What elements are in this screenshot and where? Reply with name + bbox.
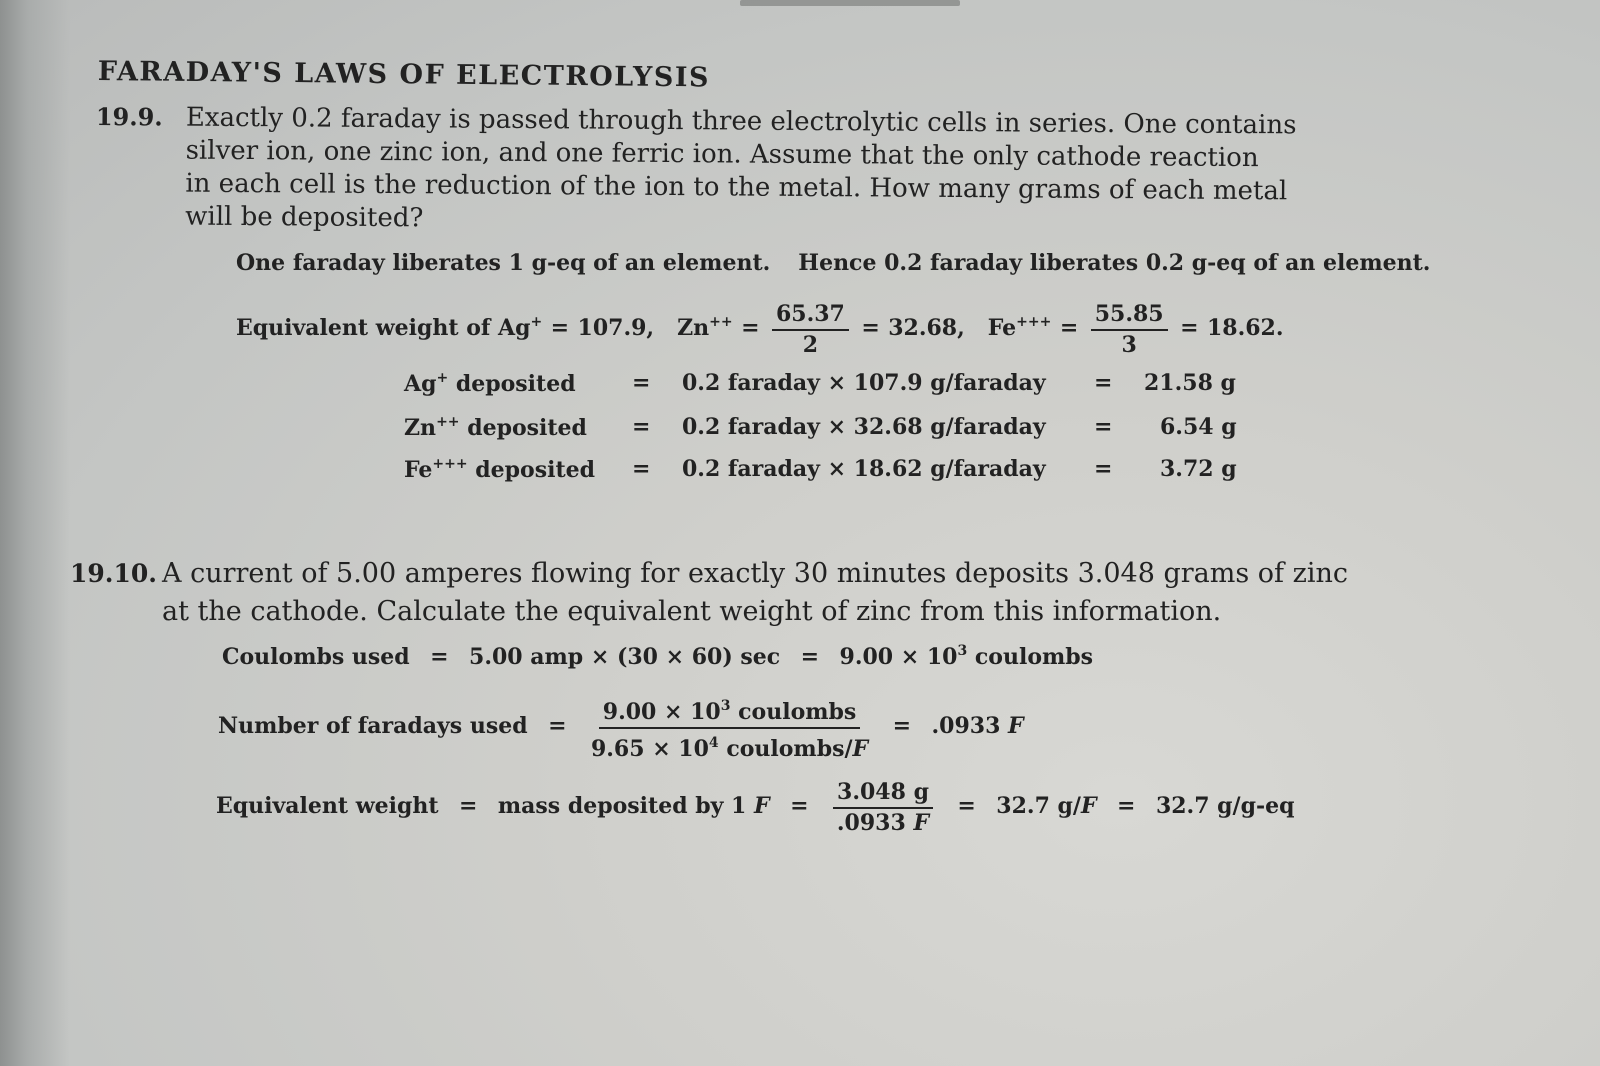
eqw-fraction bbox=[833, 778, 933, 836]
equals-sign: = bbox=[861, 315, 880, 341]
deposit-label: deposited bbox=[455, 371, 576, 397]
ion-symbol: Zn bbox=[404, 415, 437, 441]
eqw-result-1: 32.7 g/F bbox=[996, 793, 1097, 819]
problem-number: 19.10. bbox=[70, 559, 157, 588]
deposit-label: deposited bbox=[467, 415, 587, 441]
ion-charge: ++ bbox=[709, 314, 733, 330]
deposit-calculation: 0.2 faraday × 18.62 g/faraday bbox=[682, 456, 1046, 482]
deposit-calculation: 0.2 faraday × 32.68 g/faraday bbox=[682, 414, 1046, 440]
denominator: $9.65 \times 10^4$ coulombs/F bbox=[590, 735, 869, 762]
deposit-result: 21.58 g bbox=[1144, 370, 1236, 396]
problem-line: silver ion, one zinc ion, and one ferric ion. Assume that the only cathode reaction bbox=[185, 135, 1259, 174]
problem-line: at the cathode. Calculate the equivalent weight of zinc from this information. bbox=[162, 596, 1222, 627]
faradays-result: .0933 F bbox=[931, 713, 1024, 739]
eqw-text: mass deposited by 1 F bbox=[497, 793, 770, 819]
deposit-result: 6.54 g bbox=[1160, 414, 1237, 440]
equals-sign: = bbox=[548, 713, 567, 739]
solution-statement bbox=[236, 250, 1430, 276]
problem-line: in each cell is the reduction of the ion to the metal. How many grams of each metal bbox=[185, 168, 1288, 207]
problem-line: will be deposited? bbox=[185, 201, 424, 234]
problem-line: Exactly 0.2 faraday is passed through three electrolytic cells in series. One contains bbox=[185, 102, 1297, 141]
top-edge-bleed-text bbox=[740, 0, 960, 6]
faradays-label: Number of faradays used bbox=[218, 713, 528, 739]
equals-sign: = bbox=[741, 315, 760, 341]
coulombs-result: $9.00 \times 10^3$ coulombs bbox=[839, 643, 1094, 670]
coulombs-used-row bbox=[222, 643, 1093, 670]
coulombs-calculation: 5.00 amp × (30 × 60) sec bbox=[469, 644, 781, 670]
problem-line: A current of 5.00 amperes flowing for exactly 30 minutes deposits 3.048 grams of zinc bbox=[162, 558, 1348, 589]
zn-value: 32.68, bbox=[888, 315, 965, 341]
numerator: 55.85 bbox=[1091, 300, 1168, 331]
eqw-result-2: 32.7 g/g-eq bbox=[1155, 793, 1295, 819]
equals-sign: = bbox=[632, 414, 651, 440]
ion-symbol: Fe bbox=[404, 457, 433, 483]
section-heading: FARADAY'S LAWS OF ELECTROLYSIS bbox=[97, 56, 711, 94]
denominator: 3 bbox=[1121, 332, 1137, 358]
equals-sign: = bbox=[800, 644, 820, 670]
equals-sign: = bbox=[1094, 456, 1113, 482]
equals-sign: = bbox=[790, 793, 809, 819]
deposit-calculation: 0.2 faraday × 107.9 g/faraday bbox=[682, 370, 1046, 396]
ion-symbol: Ag bbox=[404, 371, 437, 397]
fe-symbol: Fe bbox=[987, 315, 1017, 341]
equals-sign: = bbox=[1180, 315, 1199, 341]
solution-sentence: Hence 0.2 faraday liberates 0.2 g-eq of an element. bbox=[798, 250, 1431, 276]
ion-charge: +++ bbox=[1016, 314, 1052, 330]
equals-sign: = bbox=[1117, 793, 1136, 819]
solution-sentence: One faraday liberates 1 g-eq of an element. bbox=[236, 250, 771, 276]
denominator: .0933 F bbox=[836, 810, 930, 836]
coulombs-label: Coulombs used bbox=[222, 644, 410, 670]
equals-sign: = bbox=[632, 370, 651, 396]
equals-sign: = bbox=[459, 793, 478, 819]
ion-charge: + bbox=[530, 314, 543, 330]
numerator: 65.37 bbox=[772, 300, 849, 331]
fe-value: 18.62. bbox=[1206, 315, 1284, 341]
equals-sign: = bbox=[1094, 370, 1113, 396]
equals-sign: = bbox=[1059, 315, 1079, 341]
numerator: 3.048 g bbox=[833, 778, 933, 809]
equals-sign: = bbox=[1094, 414, 1113, 440]
zn-fraction bbox=[772, 300, 849, 358]
faradays-fraction bbox=[591, 692, 868, 762]
ion-charge: +++ bbox=[432, 456, 468, 472]
equals-sign: = bbox=[892, 713, 912, 739]
problem-19-10 bbox=[70, 555, 1348, 631]
equals-sign: = bbox=[550, 315, 570, 341]
problem-number: 19.9. bbox=[95, 101, 163, 132]
zn-symbol: Zn bbox=[677, 315, 710, 341]
deposit-label: deposited bbox=[475, 457, 596, 483]
faradays-used-row bbox=[218, 692, 1024, 762]
equivalent-weight-row bbox=[216, 778, 1295, 836]
numerator: $9.00 \times 10^3$ coulombs bbox=[599, 692, 861, 729]
equals-sign: = bbox=[957, 793, 976, 819]
deposit-result: 3.72 g bbox=[1160, 456, 1237, 482]
ion-charge: + bbox=[436, 370, 449, 386]
page-edge-shadow bbox=[0, 0, 70, 1066]
equivalent-weights-row bbox=[236, 300, 1284, 358]
problem-19-9 bbox=[95, 100, 1297, 241]
equals-sign: = bbox=[632, 456, 651, 482]
equals-sign: = bbox=[430, 644, 449, 670]
eqw-label: Equivalent weight bbox=[216, 793, 439, 819]
fe-fraction bbox=[1091, 300, 1168, 358]
denominator: 2 bbox=[802, 332, 819, 358]
ag-value: 107.9, bbox=[577, 315, 655, 341]
ion-charge: ++ bbox=[436, 414, 460, 430]
eq-weight-lead: Equivalent weight of Ag bbox=[236, 315, 531, 341]
